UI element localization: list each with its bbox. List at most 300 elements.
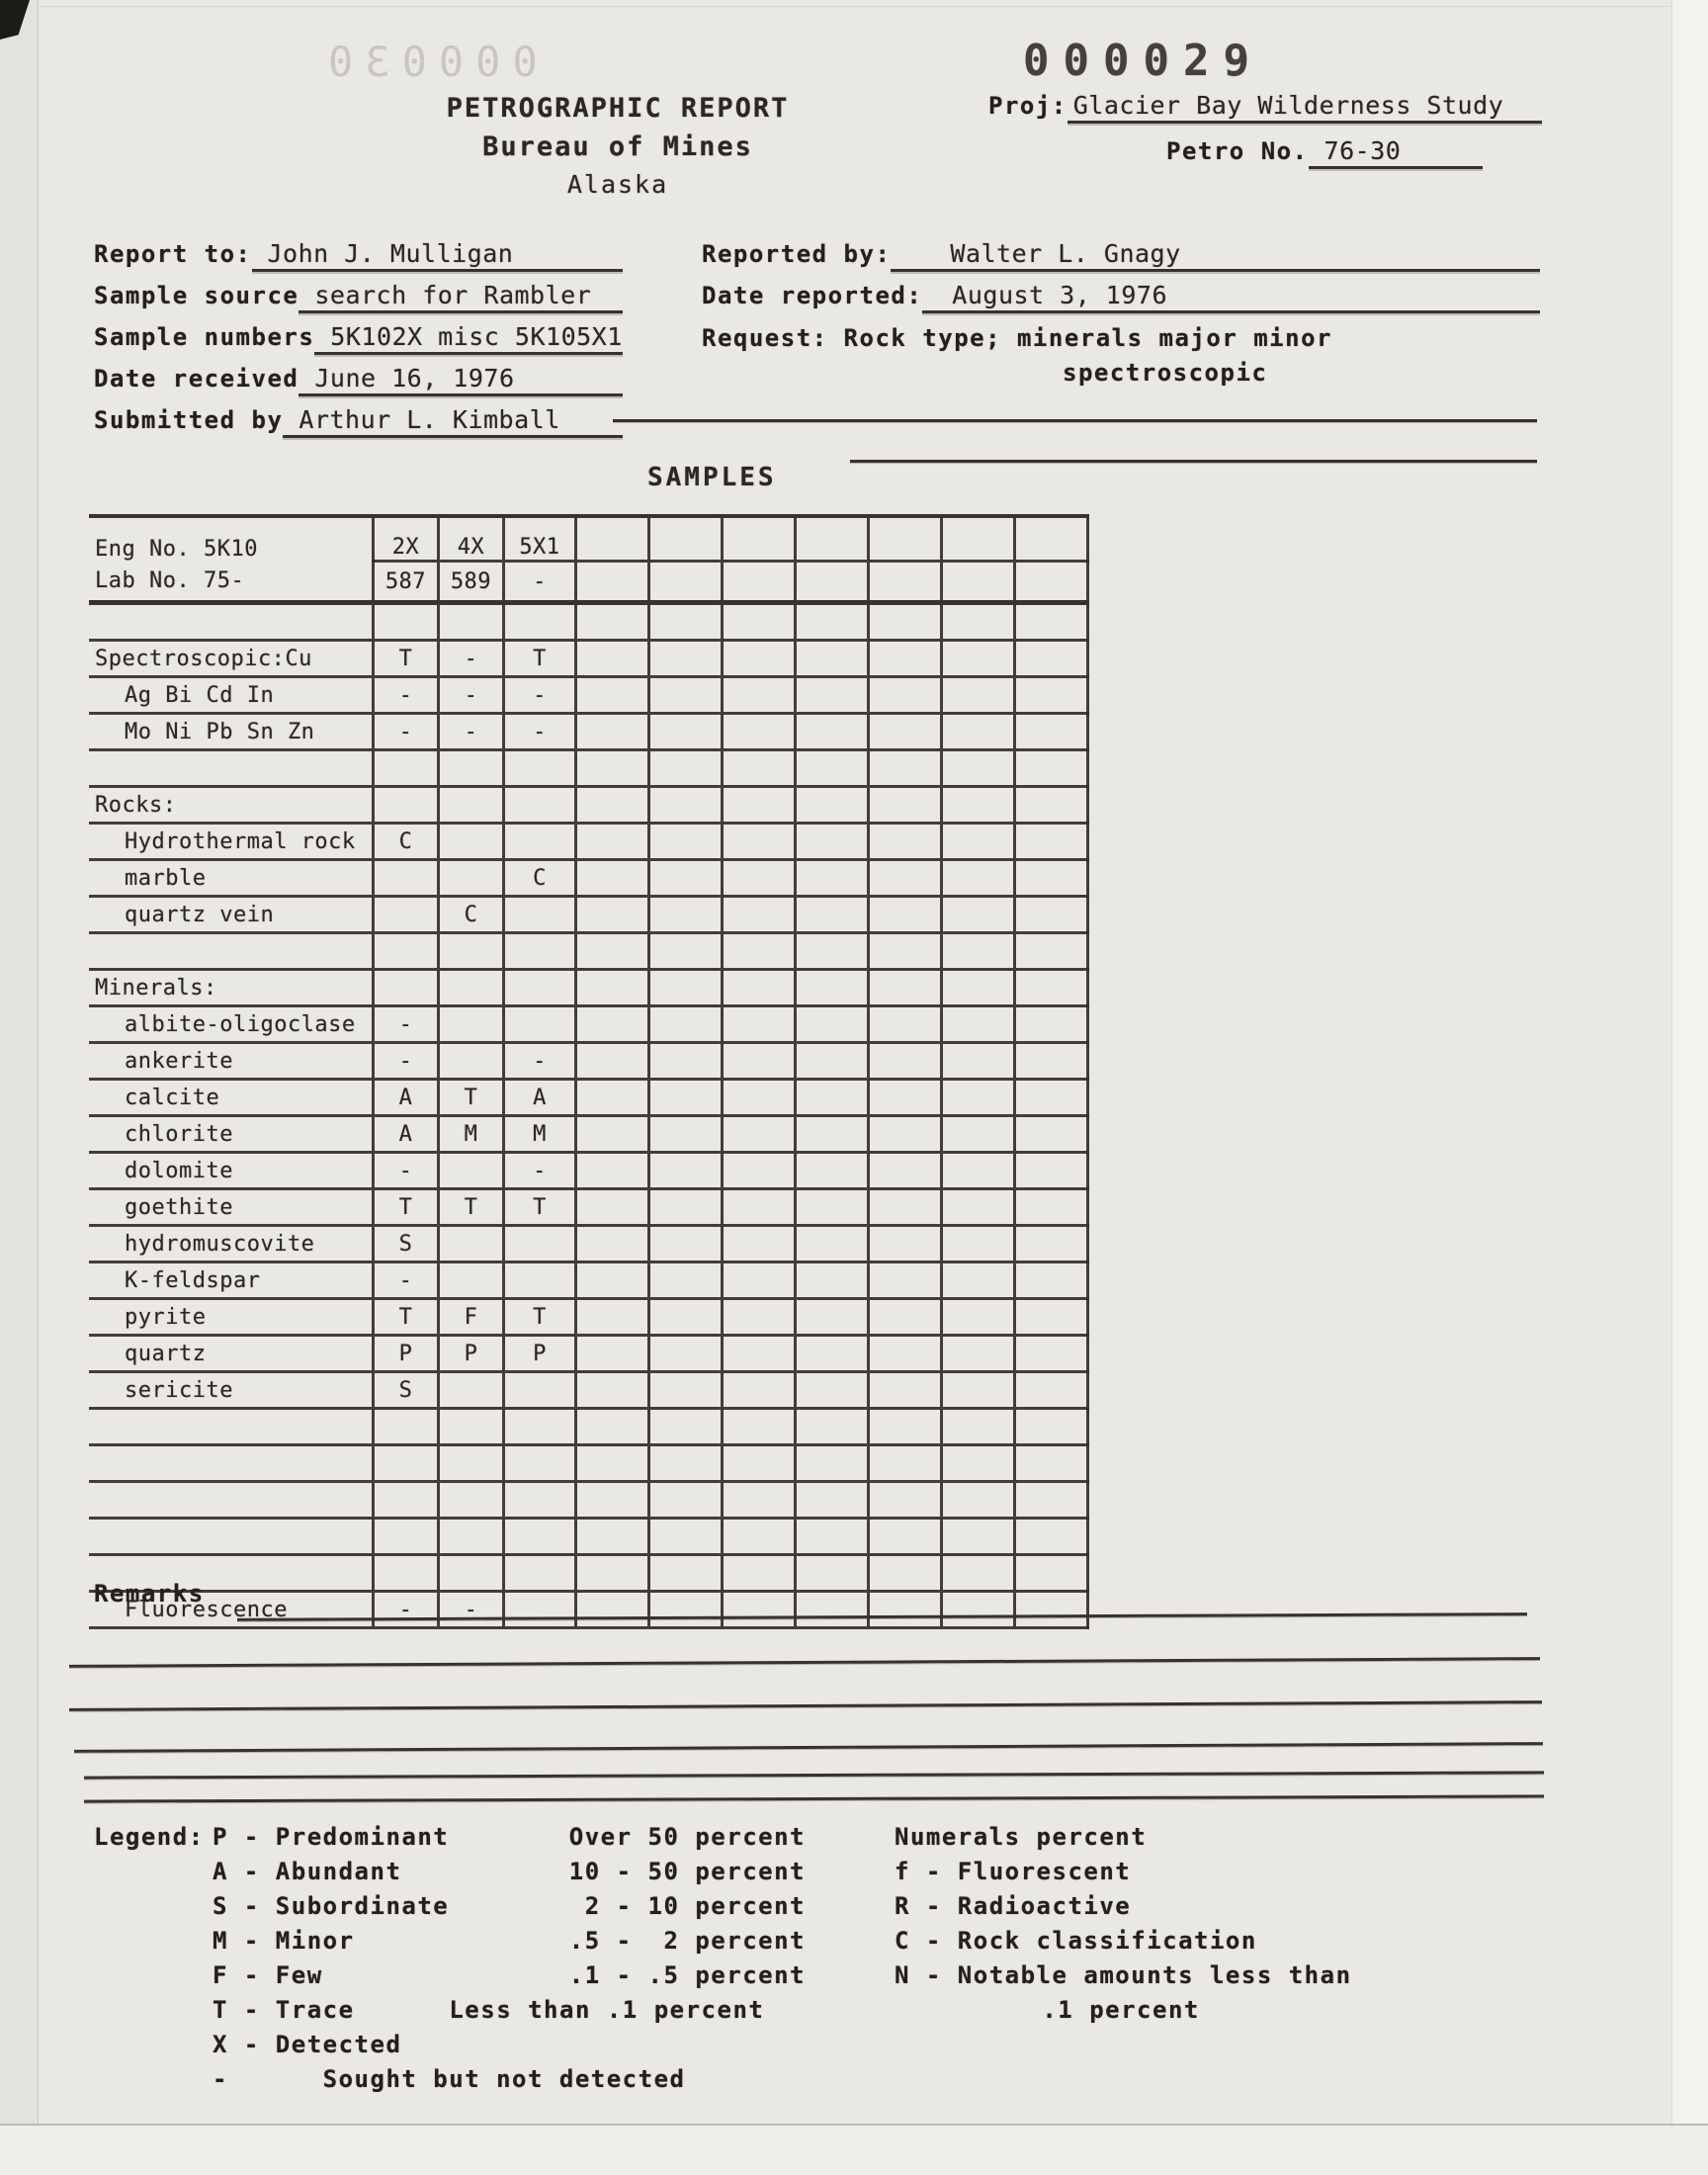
sample-value-cell bbox=[373, 933, 438, 970]
table-row-blank bbox=[89, 1555, 1087, 1592]
sample-value-cell bbox=[503, 1445, 575, 1482]
row-label: Rocks: bbox=[89, 787, 373, 824]
sample-value-cell bbox=[795, 1226, 868, 1262]
sample-value-cell bbox=[722, 1592, 795, 1628]
sample-value-cell bbox=[795, 1336, 868, 1372]
sample-value-cell: T bbox=[373, 1189, 438, 1226]
sample-value-cell bbox=[648, 714, 722, 750]
sample-value-cell bbox=[503, 933, 575, 970]
sample-value-cell bbox=[722, 970, 795, 1006]
legend-label: Legend: bbox=[94, 1823, 205, 1851]
sample-value-cell: T bbox=[503, 1299, 575, 1336]
sample-value-cell: 4X bbox=[438, 516, 503, 562]
legend-key: T - Trace bbox=[213, 1996, 355, 2024]
sample-value-cell bbox=[941, 1043, 1014, 1080]
sample-value-cell bbox=[868, 750, 941, 787]
sample-value-cell bbox=[722, 677, 795, 714]
sample-value-cell bbox=[648, 897, 722, 933]
sample-value-cell bbox=[941, 824, 1014, 860]
sample-value-cell bbox=[941, 860, 1014, 897]
sample-value-cell bbox=[722, 933, 795, 970]
table-row-blank bbox=[89, 603, 1087, 641]
legend-range: 2 - 10 percent bbox=[584, 1892, 806, 1920]
sample-value-cell: P bbox=[373, 1336, 438, 1372]
sample-value-cell bbox=[575, 1006, 648, 1043]
sample-value-cell: C bbox=[438, 897, 503, 933]
document-number-stamp: 000029 bbox=[1023, 36, 1263, 86]
row-label: Fluorescence bbox=[89, 1592, 373, 1628]
field-value: search for Rambler bbox=[299, 281, 623, 313]
sample-value-cell bbox=[575, 1482, 648, 1519]
sample-value-cell bbox=[722, 1372, 795, 1409]
sample-value-cell bbox=[868, 1555, 941, 1592]
row-label: Mo Ni Pb Sn Zn bbox=[89, 714, 373, 750]
sample-value-cell bbox=[722, 1043, 795, 1080]
sample-value-cell bbox=[575, 1592, 648, 1628]
sample-value-cell bbox=[795, 641, 868, 677]
sample-value-cell bbox=[868, 562, 941, 603]
sample-value-cell: - bbox=[438, 714, 503, 750]
sample-value-cell bbox=[1014, 1592, 1087, 1628]
row-label: calcite bbox=[89, 1080, 373, 1116]
form-field bbox=[94, 239, 623, 272]
date-reported-label: Date reported: bbox=[702, 282, 923, 309]
sample-value-cell bbox=[1014, 1116, 1087, 1153]
sample-value-cell bbox=[868, 1262, 941, 1299]
sample-value-cell bbox=[795, 562, 868, 603]
sample-value-cell bbox=[648, 1262, 722, 1299]
sample-value-cell bbox=[1014, 897, 1087, 933]
samples-heading: SAMPLES bbox=[647, 463, 777, 492]
sample-value-cell bbox=[575, 1409, 648, 1445]
table-row bbox=[89, 970, 1087, 1006]
sample-value-cell bbox=[373, 970, 438, 1006]
sample-value-cell bbox=[941, 1555, 1014, 1592]
row-label: Eng No. 5K10 bbox=[95, 536, 258, 562]
legend-separator bbox=[84, 1794, 1544, 1802]
field-value: Arthur L. Kimball bbox=[283, 405, 623, 438]
sample-value-cell bbox=[648, 1080, 722, 1116]
sample-value-cell bbox=[575, 1189, 648, 1226]
sample-value-cell bbox=[1014, 1519, 1087, 1555]
sample-value-cell bbox=[503, 1482, 575, 1519]
row-label bbox=[89, 603, 373, 641]
sample-value-cell bbox=[503, 1519, 575, 1555]
row-label: Minerals: bbox=[89, 970, 373, 1006]
row-label: goethite bbox=[89, 1189, 373, 1226]
sample-value-cell bbox=[1014, 824, 1087, 860]
sample-value-cell bbox=[795, 897, 868, 933]
row-label: quartz bbox=[89, 1336, 373, 1372]
sample-value-cell bbox=[1014, 1445, 1087, 1482]
sample-value-cell bbox=[941, 1445, 1014, 1482]
sample-value-cell bbox=[438, 970, 503, 1006]
sample-value-cell bbox=[575, 897, 648, 933]
sample-value-cell bbox=[722, 1519, 795, 1555]
row-label bbox=[89, 1409, 373, 1445]
sample-value-cell bbox=[868, 824, 941, 860]
table-row-blank bbox=[89, 1409, 1087, 1445]
sample-value-cell bbox=[438, 787, 503, 824]
table-row bbox=[89, 1006, 1087, 1043]
sample-value-cell bbox=[1014, 714, 1087, 750]
sample-value-cell: - bbox=[438, 641, 503, 677]
sample-value-cell bbox=[868, 1080, 941, 1116]
project-label: Proj: bbox=[988, 92, 1068, 120]
sample-value-cell bbox=[1014, 1482, 1087, 1519]
sample-value-cell bbox=[373, 603, 438, 641]
legend-key: M - Minor bbox=[213, 1927, 355, 1955]
sample-value-cell: M bbox=[438, 1116, 503, 1153]
sample-value-cell bbox=[722, 1116, 795, 1153]
sample-value-cell bbox=[1014, 1336, 1087, 1372]
sample-value-cell bbox=[373, 860, 438, 897]
field-value: John J. Mulligan bbox=[252, 239, 624, 272]
sample-value-cell bbox=[868, 1445, 941, 1482]
sample-value-cell: - bbox=[503, 1043, 575, 1080]
sample-value-cell bbox=[941, 1006, 1014, 1043]
sample-value-cell: 5X1 bbox=[503, 516, 575, 562]
sample-value-cell bbox=[648, 1445, 722, 1482]
sample-value-cell bbox=[941, 1080, 1014, 1116]
sample-value-cell bbox=[941, 1336, 1014, 1372]
sample-value-cell bbox=[722, 824, 795, 860]
sample-value-cell bbox=[795, 1445, 868, 1482]
sample-value-cell bbox=[795, 1482, 868, 1519]
sample-value-cell bbox=[722, 1482, 795, 1519]
blank-form-line bbox=[850, 460, 1537, 463]
legend-range: Over 50 percent bbox=[568, 1823, 806, 1851]
sample-value-cell: 589 bbox=[438, 562, 503, 603]
sample-value-cell bbox=[648, 677, 722, 714]
sample-value-cell bbox=[941, 897, 1014, 933]
date-reported-field bbox=[702, 281, 1540, 313]
sample-value-cell bbox=[868, 603, 941, 641]
sample-value-cell: T bbox=[438, 1189, 503, 1226]
sample-value-cell bbox=[1014, 750, 1087, 787]
sample-value-cell bbox=[941, 1519, 1014, 1555]
sample-value-cell bbox=[648, 1409, 722, 1445]
sample-value-cell bbox=[438, 1482, 503, 1519]
sample-value-cell bbox=[438, 1555, 503, 1592]
sample-value-cell bbox=[941, 1409, 1014, 1445]
sample-value-cell bbox=[503, 787, 575, 824]
field-value: June 16, 1976 bbox=[299, 364, 623, 396]
sample-value-cell bbox=[648, 1116, 722, 1153]
reported-by-value: Walter L. Gnagy bbox=[891, 239, 1540, 272]
table-row bbox=[89, 1116, 1087, 1153]
sample-value-cell bbox=[1014, 970, 1087, 1006]
sample-value-cell bbox=[868, 1336, 941, 1372]
sample-value-cell bbox=[722, 1153, 795, 1189]
sample-value-cell bbox=[941, 641, 1014, 677]
sample-value-cell bbox=[648, 860, 722, 897]
sample-value-cell bbox=[1014, 1262, 1087, 1299]
legend-separator bbox=[84, 1771, 1544, 1779]
sample-value-cell bbox=[722, 787, 795, 824]
blank-form-line bbox=[613, 419, 1537, 422]
sample-value-cell bbox=[868, 1006, 941, 1043]
sample-value-cell bbox=[1014, 1555, 1087, 1592]
row-label bbox=[89, 1482, 373, 1519]
sample-value-cell bbox=[648, 1482, 722, 1519]
row-label: Lab No. 75- bbox=[89, 562, 373, 603]
legend-row bbox=[213, 2031, 1547, 2058]
sample-value-cell bbox=[941, 1262, 1014, 1299]
sample-value-cell bbox=[373, 787, 438, 824]
sample-value-cell: - bbox=[438, 1592, 503, 1628]
form-field bbox=[94, 364, 623, 396]
row-label: K-feldspar bbox=[89, 1262, 373, 1299]
sample-value-cell bbox=[868, 1226, 941, 1262]
sample-value-cell bbox=[648, 933, 722, 970]
petro-no-field bbox=[1166, 136, 1483, 169]
sample-value-cell bbox=[795, 824, 868, 860]
project-field bbox=[988, 91, 1542, 124]
sample-value-cell bbox=[795, 933, 868, 970]
sample-value-cell bbox=[575, 1555, 648, 1592]
sample-value-cell bbox=[503, 1262, 575, 1299]
sample-value-cell bbox=[575, 1262, 648, 1299]
sample-value-cell bbox=[795, 1299, 868, 1336]
sample-value-cell bbox=[438, 1043, 503, 1080]
sample-value-cell bbox=[868, 714, 941, 750]
table-row bbox=[89, 1262, 1087, 1299]
sample-value-cell bbox=[648, 1592, 722, 1628]
sample-value-cell bbox=[941, 1482, 1014, 1519]
row-label: hydromuscovite bbox=[89, 1226, 373, 1262]
sample-value-cell bbox=[1014, 603, 1087, 641]
sample-value-cell bbox=[1014, 1226, 1087, 1262]
sample-value-cell bbox=[868, 897, 941, 933]
project-value: Glacier Bay Wilderness Study bbox=[1068, 91, 1542, 124]
sample-value-cell bbox=[868, 1043, 941, 1080]
remarks-line bbox=[74, 1742, 1543, 1753]
sample-value-cell bbox=[438, 1006, 503, 1043]
sample-value-cell bbox=[438, 1445, 503, 1482]
sample-value-cell: P bbox=[503, 1336, 575, 1372]
sample-value-cell bbox=[575, 860, 648, 897]
sample-value-cell bbox=[795, 1043, 868, 1080]
org-location: Alaska bbox=[566, 170, 669, 199]
legend-row bbox=[213, 1996, 1547, 2024]
legend-row bbox=[213, 1892, 1547, 1920]
sample-value-cell bbox=[373, 1555, 438, 1592]
sample-value-cell bbox=[503, 1555, 575, 1592]
sample-value-cell bbox=[795, 1555, 868, 1592]
sample-value-cell bbox=[575, 970, 648, 1006]
sample-value-cell: - bbox=[373, 1006, 438, 1043]
table-row bbox=[89, 1080, 1087, 1116]
request-line1: Request: Rock type; minerals major minor bbox=[702, 324, 1332, 352]
sample-value-cell: - bbox=[373, 1043, 438, 1080]
legend-key: P - Predominant bbox=[213, 1823, 450, 1851]
legend-key: F - Few bbox=[213, 1961, 323, 1989]
legend-right-entry bbox=[806, 2065, 1527, 2093]
sample-value-cell bbox=[941, 714, 1014, 750]
sample-value-cell bbox=[795, 1006, 868, 1043]
table-row bbox=[89, 1153, 1087, 1189]
sample-value-cell: 2X bbox=[373, 516, 438, 562]
sample-value-cell bbox=[941, 787, 1014, 824]
table-row bbox=[89, 1372, 1087, 1409]
sample-value-cell bbox=[503, 1372, 575, 1409]
sample-value-cell bbox=[795, 1592, 868, 1628]
row-label: Ag Bi Cd In bbox=[89, 677, 373, 714]
sample-value-cell bbox=[722, 750, 795, 787]
sample-value-cell bbox=[1014, 677, 1087, 714]
sample-value-cell bbox=[795, 1519, 868, 1555]
legend-right-entry: C - Rock classification bbox=[895, 1927, 1257, 1955]
sample-value-cell bbox=[795, 677, 868, 714]
row-label: marble bbox=[89, 860, 373, 897]
sample-value-cell bbox=[648, 1372, 722, 1409]
sample-value-cell bbox=[868, 1116, 941, 1153]
legend-key: S - Subordinate bbox=[213, 1892, 450, 1920]
sample-value-cell bbox=[648, 1555, 722, 1592]
sample-value-cell bbox=[438, 824, 503, 860]
sample-value-cell bbox=[438, 1372, 503, 1409]
table-row-blank bbox=[89, 1519, 1087, 1555]
sample-value-cell: M bbox=[503, 1116, 575, 1153]
sample-value-cell bbox=[941, 677, 1014, 714]
paper-top-edge bbox=[40, 6, 1670, 7]
table-row bbox=[89, 1592, 1087, 1628]
sample-value-cell bbox=[575, 750, 648, 787]
table-row bbox=[89, 641, 1087, 677]
table-row-blank bbox=[89, 1482, 1087, 1519]
paper-bottom-edge bbox=[0, 2124, 1708, 2175]
sample-value-cell bbox=[648, 1006, 722, 1043]
sample-value-cell bbox=[868, 1372, 941, 1409]
sample-value-cell bbox=[575, 1445, 648, 1482]
sample-value-cell bbox=[722, 1409, 795, 1445]
sample-value-cell bbox=[722, 562, 795, 603]
sample-value-cell bbox=[503, 970, 575, 1006]
sample-value-cell: P bbox=[438, 1336, 503, 1372]
sample-value-cell bbox=[575, 1043, 648, 1080]
sample-value-cell: - bbox=[373, 677, 438, 714]
sample-value-cell bbox=[941, 1299, 1014, 1336]
row-label bbox=[89, 1519, 373, 1555]
sample-value-cell bbox=[438, 1226, 503, 1262]
sample-value-cell bbox=[868, 1592, 941, 1628]
legend-key: A - Abundant bbox=[213, 1858, 402, 1885]
sample-value-cell bbox=[575, 787, 648, 824]
table-row bbox=[89, 787, 1087, 824]
row-label: Hydrothermal rock bbox=[89, 824, 373, 860]
petro-no-label: Petro No. bbox=[1166, 137, 1309, 165]
sample-value-cell bbox=[795, 1116, 868, 1153]
remarks-line bbox=[69, 1657, 1540, 1668]
sample-value-cell bbox=[575, 516, 648, 562]
table-row bbox=[89, 1299, 1087, 1336]
legend-row bbox=[213, 1961, 1547, 1989]
sample-value-cell bbox=[373, 897, 438, 933]
remarks-label: Remarks bbox=[94, 1580, 205, 1608]
sample-value-cell: T bbox=[503, 1189, 575, 1226]
sample-value-cell: - bbox=[373, 1153, 438, 1189]
legend-row bbox=[213, 2065, 1547, 2093]
row-label bbox=[89, 641, 373, 677]
sample-value-cell bbox=[1014, 516, 1087, 562]
sample-value-cell bbox=[1014, 933, 1087, 970]
field-label: Submitted by bbox=[94, 406, 284, 434]
sample-value-cell bbox=[795, 860, 868, 897]
samples-table bbox=[89, 514, 1089, 1629]
sample-value-cell bbox=[1014, 1409, 1087, 1445]
form-field bbox=[94, 322, 623, 355]
sample-value-cell: T bbox=[373, 1299, 438, 1336]
sample-value-cell bbox=[575, 1080, 648, 1116]
sample-value-cell: - bbox=[503, 677, 575, 714]
sample-value-cell bbox=[503, 1409, 575, 1445]
sample-value-cell bbox=[438, 933, 503, 970]
sample-value-cell bbox=[941, 1116, 1014, 1153]
sample-value-cell bbox=[868, 1409, 941, 1445]
legend-range bbox=[509, 2031, 806, 2058]
row-label bbox=[89, 750, 373, 787]
sample-value-cell bbox=[722, 603, 795, 641]
sample-value-cell bbox=[722, 1555, 795, 1592]
field-label: Sample source bbox=[94, 282, 299, 309]
sample-value-cell: C bbox=[503, 860, 575, 897]
sample-value-cell bbox=[941, 516, 1014, 562]
sample-value-cell bbox=[722, 1189, 795, 1226]
sample-value-cell bbox=[795, 1153, 868, 1189]
legend-right-entry: Numerals percent bbox=[895, 1823, 1148, 1851]
field-label: Date received bbox=[94, 365, 299, 392]
bleedthrough-stamp: 000030 bbox=[316, 38, 538, 86]
sample-value-cell: - bbox=[503, 714, 575, 750]
sample-value-cell bbox=[575, 1299, 648, 1336]
sample-value-cell bbox=[648, 1043, 722, 1080]
sample-value-cell bbox=[1014, 1153, 1087, 1189]
form-field bbox=[94, 405, 623, 438]
sample-value-cell bbox=[722, 516, 795, 562]
sample-value-cell bbox=[795, 750, 868, 787]
report-title: PETROGRAPHIC REPORT bbox=[446, 93, 790, 124]
row-label: albite-oligoclase bbox=[89, 1006, 373, 1043]
sample-value-cell bbox=[1014, 562, 1087, 603]
table-row bbox=[89, 1336, 1087, 1372]
table-row-blank bbox=[89, 750, 1087, 787]
header-row-eng bbox=[89, 516, 1087, 562]
field-label: Report to: bbox=[94, 240, 252, 268]
sample-value-cell bbox=[648, 1153, 722, 1189]
sample-value-cell bbox=[575, 824, 648, 860]
sample-value-cell bbox=[795, 787, 868, 824]
sample-value-cell: - bbox=[373, 714, 438, 750]
sample-value-cell bbox=[503, 1226, 575, 1262]
sample-value-cell bbox=[941, 1592, 1014, 1628]
sample-value-cell bbox=[575, 933, 648, 970]
sample-value-cell bbox=[575, 1153, 648, 1189]
sample-value-cell bbox=[795, 1080, 868, 1116]
sample-value-cell bbox=[868, 641, 941, 677]
sample-value-cell: F bbox=[438, 1299, 503, 1336]
sample-value-cell bbox=[373, 1409, 438, 1445]
sample-value-cell bbox=[648, 824, 722, 860]
sample-value-cell: - bbox=[373, 1592, 438, 1628]
sample-value-cell: T bbox=[438, 1080, 503, 1116]
sample-value-cell bbox=[722, 1226, 795, 1262]
sample-value-cell bbox=[575, 1226, 648, 1262]
sample-value-cell bbox=[795, 714, 868, 750]
reported-by-label: Reported by: bbox=[702, 240, 892, 268]
sample-value-cell bbox=[941, 750, 1014, 787]
sample-value-cell bbox=[575, 1519, 648, 1555]
